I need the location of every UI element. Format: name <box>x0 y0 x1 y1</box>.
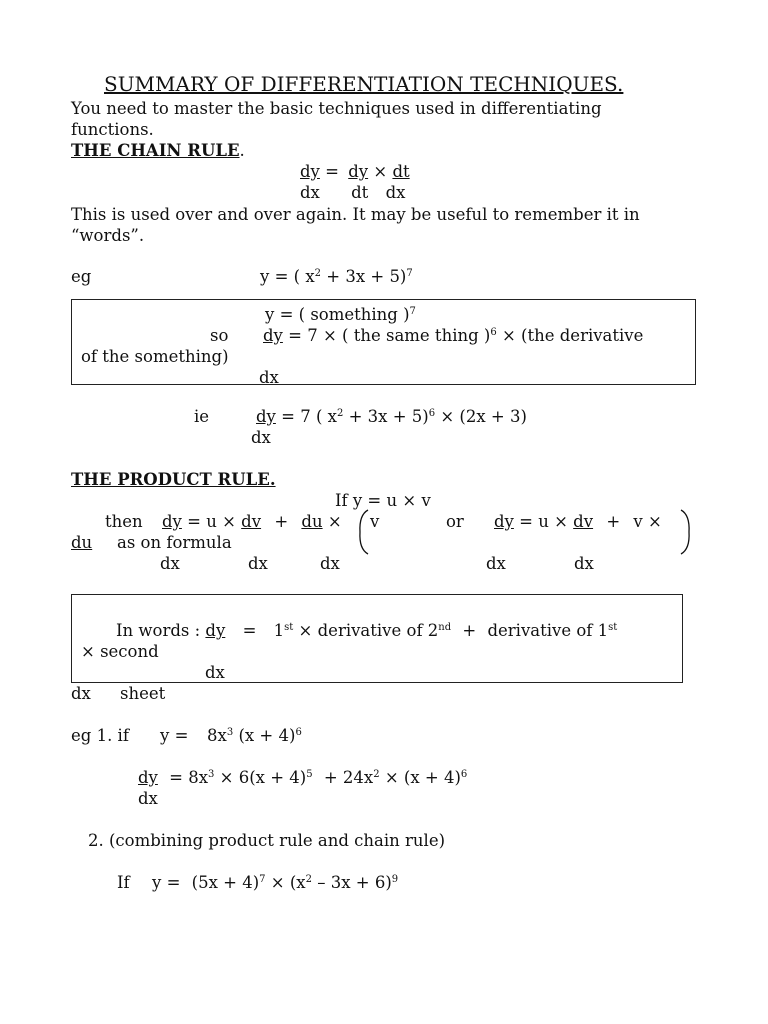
dx-label: dx <box>320 554 340 573</box>
ie-dx: dx <box>251 428 271 447</box>
ie-expression: dy = 7 ( $x^2 + 3x + 5)^6 \times (2x + 3)$ <box>256 407 527 426</box>
product-du: du <box>71 533 93 552</box>
eg1-dx: dx <box>138 789 158 808</box>
product-rule-words-box <box>71 594 683 683</box>
chain-rule-words-box <box>71 299 696 385</box>
product-formula-left: dy = u × dv + du × <box>162 512 342 531</box>
dx-label: dx <box>574 554 594 573</box>
box-line-of-something: of the something) <box>81 347 229 366</box>
chain-rule-heading: THE CHAIN RULE. <box>71 141 245 160</box>
product-or: or <box>446 512 464 531</box>
formula-dy: dy <box>300 162 320 181</box>
eg1-derivative: dy = $8x^3 \times 6(x + 4)^5 + 24x^2 \times (x + 4)^6$ <box>138 768 468 787</box>
box-line-same-thing: dy = 7 × ( the same thing )$^6$ × (the derivative <box>263 326 644 345</box>
chain-eg-expression: y = ( $x^2 + 3x + 5)^7$ <box>260 267 413 286</box>
product-then: then <box>105 512 143 531</box>
box-line-dx: dx <box>259 368 279 385</box>
eg1-label: eg 1. if <box>71 726 129 745</box>
after-box-sheet: sheet <box>120 684 166 703</box>
product-if-line: If y = u × v <box>335 491 431 510</box>
product-as-on-formula: as on formula <box>117 533 232 552</box>
chain-rule-formula-bottom: dx dt dx <box>300 183 406 202</box>
intro-text: You need to master the basic techniques used in differentiating functions. <box>71 99 602 139</box>
after-box-dx: dx <box>71 684 91 703</box>
eg2-if: If <box>117 873 130 892</box>
left-paren-shape <box>358 509 370 555</box>
ie-label: ie <box>194 407 210 426</box>
eg2-label: 2. (combining product rule and chain rule) <box>88 831 446 850</box>
dx-label: dx <box>486 554 506 573</box>
dx-label: dx <box>248 554 268 573</box>
eg1-expression: $8x^3$ $(x + 4)^6$ <box>207 726 302 745</box>
box-in-words-line: In words : dy = 1st × derivative of 2nd + derivative of 1st <box>116 621 618 640</box>
page-title: SUMMARY OF DIFFERENTIATION TECHNIQUES. <box>104 72 624 96</box>
box-x-second: × second <box>81 642 159 661</box>
box-so: so <box>210 326 229 345</box>
box-line-something: y = ( something )$^7$ <box>265 305 416 324</box>
chain-rule-note: This is used over and over again. It may be useful to remember it in “words”. <box>71 205 640 245</box>
eg2-expression: $y = (5x + 4)^7 \times (x^2 - 3x + 6)^9$ <box>152 873 399 892</box>
chain-eg-label: eg <box>71 267 92 286</box>
product-v: v <box>370 512 380 531</box>
product-formula-right: dy = u × dv + v × <box>494 512 662 531</box>
eg1-y-eq: y = <box>160 726 189 745</box>
box-dx: dx <box>205 663 225 682</box>
dx-label: dx <box>160 554 180 573</box>
chain-rule-formula-top: dy = dy × dt <box>300 162 410 181</box>
product-rule-heading: THE PRODUCT RULE. <box>71 470 276 489</box>
right-paren-shape <box>679 509 691 555</box>
